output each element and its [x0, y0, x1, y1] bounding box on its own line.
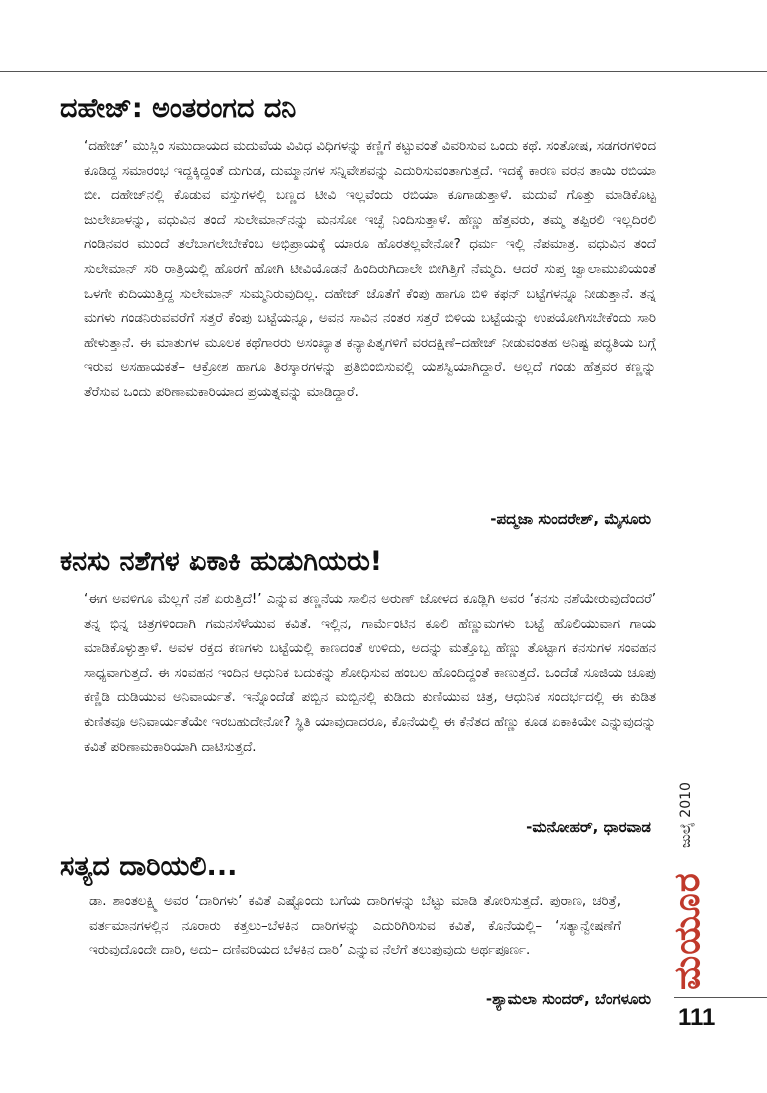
article-title: ದಹೇಜ್: ಅಂತರಂಗದ ದನಿ	[60, 93, 297, 124]
issue-date: ಜುಲೈ 2010	[678, 782, 694, 848]
article-body: ‘ಈಗ ಅವಳಿಗೂ ಮೆಲ್ಲಗೆ ನಶೆ ಏರುತ್ತಿದೆ!’ ಎನ್ನುವ ತಣ್ಣನೆಯ ಸಾಲಿನ ಅರುಣ್ ಜೋಳದ ಕೂಡ್ಲಿಗಿ ಅವರ ‘ಕನಸು ನಶೆಯೇರುವುದೆಂದರೆ’ ತನ್ನ ಭಿನ್ನ ಚಿತ್ರಗಳಿಂದಾಗಿ ಗಮನಸೆಳೆಯುವ ಕವಿತೆ. ಇಲ್ಲಿನ, ಗಾರ್ಮೆಂಟಿನ ಕೂಲಿ ಹೆಣ್ಣುಮಗಳು ಬಟ್ಟೆ ಹೊಲಿಯುವಾಗ ಗಾಯ ಮಾಡಿಕೊಳ್ಳುತ್ತಾಳೆ. ಅವಳ ರಕ್ತದ ಕಣಗಳು ಬಟ್ಟೆಯಲ್ಲಿ ಕಾಣದಂತೆ ಉಳಿದು, ಅದನ್ನು ಮತ್ತೊಬ್ಬ ಹೆಣ್ಣು ತೊಟ್ಟಾಗ ಕನಸುಗಳ ಸಂವಹನ ಸಾಧ್ಯವಾಗುತ್ತದೆ. ಈ ಸಂವಹನ ಇಂದಿನ ಆಧುನಿಕ ಬದುಕನ್ನು ಶೋಧಿಸುವ ಹಂಬಲ ಹೊಂದಿದ್ದಂತೆ ಕಾಣುತ್ತದೆ. ಒಂದೆಡೆ ಸೂಜಿಯ ಚೂಪು ಕಣ್ಣಿಡಿ ದುಡಿಯುವ ಅನಿವಾರ್ಯತೆ. ಇನ್ನೊಂದೆಡೆ ಪಬ್ಬಿನ ಮಬ್ಬಿನಲ್ಲಿ ಕುಡಿದು ಕುಣಿಯುವ ಚಿತ್ರ, ಆಧುನಿಕ ಸಂದರ್ಭದಲ್ಲಿ ಈ ಕುಡಿತ ಕುಣಿತವೂ ಅನಿವಾರ್ಯತೆಯೇ ಇರಬಹುದೇನೋ? ಸ್ಥಿತಿ ಯಾವುದಾದರೂ, ಕೊನೆಯಲ್ಲಿ ಈ ಕೆನೆತದ ಹೆಣ್ಣು ಕೂಡ ಏಕಾಕಿಯೇ ಎನ್ನುವುದನ್ನು ಕವಿತೆ ಪರಿಣಾಮಕಾರಿಯಾಗಿ ದಾಟಿಸುತ್ತದೆ.	[84, 592, 656, 755]
article-signature: -ಮನೋಹರ್, ಧಾರವಾಡ	[526, 818, 651, 836]
page-number-divider	[674, 997, 767, 998]
article-signature: -ಶ್ಯಾಮಲಾ ಸುಂದರ್, ಬೆಂಗಳೂರು	[485, 990, 651, 1008]
magazine-logo: ಮಯೂರ	[667, 872, 708, 990]
article-signature: -ಪದ್ಮಜಾ ಸುಂದರೇಶ್, ಮೈಸೂರು	[490, 510, 651, 528]
article-body: ಡಾ. ಶಾಂತಲಕ್ಷ್ಮಿ ಅವರ ‘ದಾರಿಗಳು’ ಕವಿತೆ ಎಷ್ಟೊಂದು ಬಗೆಯ ದಾರಿಗಳನ್ನು ಬೆಟ್ಟು ಮಾಡಿ ತೋರಿಸುತ್ತದೆ. ಪುರಾಣ, ಚರಿತ್ರೆ, ವರ್ತಮಾನಗಳಲ್ಲಿನ ನೂರಾರು ಕತ್ತಲು–ಬೆಳಕಿನ ದಾರಿಗಳನ್ನು ಎದುರಿಗಿರಿಸುವ ಕವಿತೆ, ಕೊನೆಯಲ್ಲಿ– ‘ಸತ್ಯಾನ್ವೇಷಣೆಗೆ ಇರುವುದೊಂದೇ ದಾರಿ, ಅದು– ದಣಿವರಿಯದ ಬೆಳಕಿನ ದಾರಿ’ ಎನ್ನುವ ನೆಲೆಗೆ ತಲುಪುವುದು ಅರ್ಥಪೂರ್ಣ.	[89, 894, 621, 959]
article-body: ‘ದಹೇಜ್’ ಮುಸ್ಲಿಂ ಸಮುದಾಯದ ಮದುವೆಯ ವಿವಿಧ ವಿಧಿಗಳನ್ನು ಕಣ್ಣಿಗೆ ಕಟ್ಟುವಂತೆ ವಿವರಿಸುವ ಒಂದು ಕಥೆ. ಸಂತೋಷ, ಸಡಗರಗಳಿಂದ ಕೂಡಿದ್ದ ಸಮಾರಂಭ ಇದ್ದಕ್ಕಿದ್ದಂತೆ ದುಗುಡ, ದುಮ್ಮಾನಗಳ ಸನ್ನಿವೇಶವನ್ನು ಎದುರಿಸುವಂತಾಗುತ್ತದೆ. ಇದಕ್ಕೆ ಕಾರಣ ವರನ ತಾಯಿ ರಬಿಯಾ ಬೀ. ದಹೇಜ್‌ನಲ್ಲಿ ಕೊಡುವ ವಸ್ತುಗಳಲ್ಲಿ ಬಣ್ಣದ ಟೀವಿ ಇಲ್ಲವೆಂದು ರಬಿಯಾ ಕೂಗಾಡುತ್ತಾಳೆ. ಮದುವೆ ಗೊತ್ತು ಮಾಡಿಕೊಟ್ಟ ಜುಲೇಖಾಳನ್ನು, ವಧುವಿನ ತಂದೆ ಸುಲೇಮಾನ್‌ನನ್ನು ಮನಸೋ ಇಚ್ಛೆ ನಿಂದಿಸುತ್ತಾಳೆ. ಹೆಣ್ಣು ಹೆತ್ತವರು, ತಮ್ಮ ತಪ್ಪಿರಲಿ ಇಲ್ಲದಿರಲಿ ಗಂಡಿನವರ ಮುಂದೆ ತಲೆಬಾಗಲೇಬೇಕೆಂಬ ಅಭಿಪ್ರಾಯಕ್ಕೆ ಯಾರೂ ಹೊರತಲ್ಲವೇನೋ? ಧರ್ಮ ಇಲ್ಲಿ ನೆಪಮಾತ್ರ. ವಧುವಿನ ತಂದೆ ಸುಲೇಮಾನ್ ಸರಿ ರಾತ್ರಿಯಲ್ಲಿ ಹೊರಗೆ ಹೋಗಿ ಟೀವಿಯೊಡನೆ ಹಿಂದಿರುಗಿದಾಲೇ ಬೀಗಿತ್ತಿಗೆ ನೆಮ್ಮದಿ. ಆದರೆ ಸುಪ್ತ ಜ್ವಾಲಾಮುಖಿಯಂತೆ ಒಳಗೇ ಕುದಿಯುತ್ತಿದ್ದ ಸುಲೇಮಾನ್ ಸುಮ್ಮನಿರುವುದಿಲ್ಲ. ದಹೇಜ್ ಜೊತೆಗೆ ಕೆಂಪು ಹಾಗೂ ಬಿಳಿ ಕಫನ್ ಬಟ್ಟೆಗಳನ್ನೂ ನೀಡುತ್ತಾನೆ. ತನ್ನ ಮಗಳು ಗಂಡನಿರುವವರೆಗೆ ಸತ್ತರೆ ಕೆಂಪು ಬಟ್ಟೆಯನ್ನೂ, ಅವನ ಸಾವಿನ ನಂತರ ಸತ್ತರೆ ಬಿಳಿಯ ಬಟ್ಟೆಯನ್ನು ಉಪಯೋಗಿಸಬೇಕೆಂದು ಸಾರಿ ಹೇಳುತ್ತಾನೆ. ಈ ಮಾತುಗಳ ಮೂಲಕ ಕಥೆಗಾರರು ಅಸಂಖ್ಯಾತ ಕನ್ಯಾಪಿತೃಗಳಿಗೆ ವರದಕ್ಷಿಣೆ–ದಹೇಜ್ ನೀಡುವಂತಹ ಅನಿಷ್ಟ ಪದ್ಧತಿಯ ಬಗ್ಗೆ ಇರುವ ಅಸಹಾಯಕತೆ– ಆಕ್ರೋಶ ಹಾಗೂ ತಿರಸ್ಕಾರಗಳನ್ನು ಪ್ರತಿಬಿಂಬಿಸುವಲ್ಲಿ ಯಶಸ್ವಿಯಾಗಿದ್ದಾರೆ. ಅಲ್ಲದೆ ಗಂಡು ಹೆತ್ತವರ ಕಣ್ಣನ್ನು ತೆರೆಸುವ ಒಂದು ಪರಿಣಾಮಕಾರಿಯಾದ ಪ್ರಯತ್ನವನ್ನು ಮಾಡಿದ್ದಾರೆ.	[84, 139, 656, 400]
page-number: 111	[678, 1004, 716, 1031]
article-title: ಕನಸು ನಶೆಗಳ ಏಕಾಕಿ ಹುಡುಗಿಯರು!	[60, 546, 383, 577]
top-divider	[0, 71, 767, 72]
article-title: ಸತ್ಯದ ದಾರಿಯಲಿ...	[60, 851, 238, 882]
